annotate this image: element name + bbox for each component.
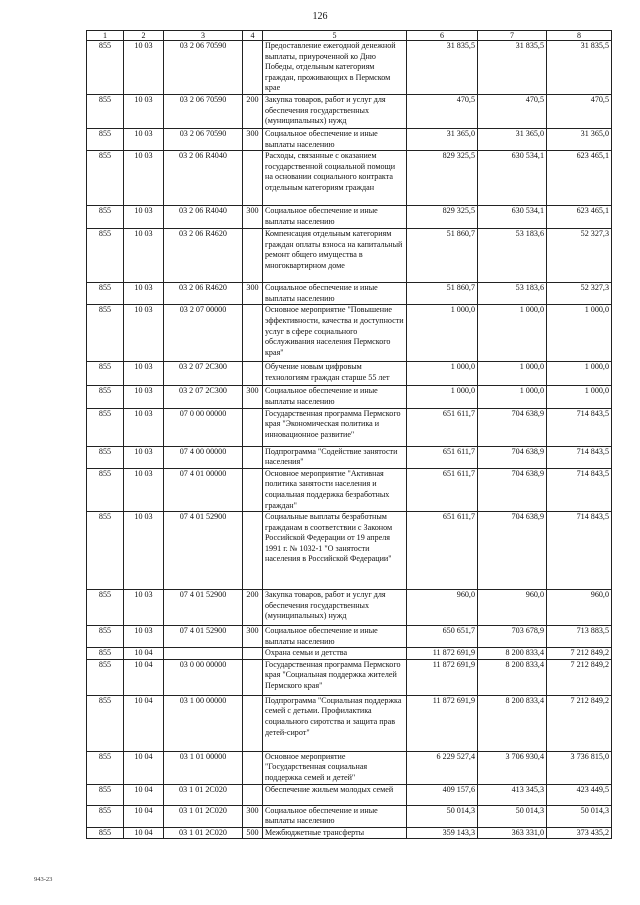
amount-col-6: 51 860,7: [407, 283, 478, 305]
amount-col-6: 651 611,7: [407, 468, 478, 511]
target-article: 03 1 01 00000: [164, 751, 243, 784]
table-row: [87, 362, 612, 386]
item-name: Обеспечение жильем молодых семей: [263, 784, 407, 805]
expense-type: [243, 751, 263, 784]
expense-type: [243, 229, 263, 283]
target-article: 03 2 06 R4620: [164, 283, 243, 305]
amount-col-6: 51 860,7: [407, 229, 478, 283]
subject-code: 855: [87, 805, 124, 827]
expense-type: [243, 468, 263, 511]
subject-code: 855: [87, 41, 124, 95]
amount-col-7: 470,5: [478, 94, 547, 128]
table-row: [87, 305, 612, 362]
table-row: [87, 408, 612, 446]
target-article: 03 1 00 00000: [164, 695, 243, 751]
expense-type: 300: [243, 128, 263, 150]
subject-code: 855: [87, 305, 124, 362]
amount-col-6: 960,0: [407, 590, 478, 626]
target-article: 03 0 00 00000: [164, 659, 243, 695]
table-row: [87, 468, 612, 511]
amount-col-8: 50 014,3: [547, 805, 612, 827]
expense-type: 500: [243, 827, 263, 839]
amount-col-8: 960,0: [547, 590, 612, 626]
subject-code: 855: [87, 626, 124, 648]
table-row: [87, 695, 612, 751]
amount-col-6: 829 325,5: [407, 151, 478, 206]
item-name: Межбюджетные трансферты: [263, 827, 407, 839]
amount-col-6: 11 872 691,9: [407, 659, 478, 695]
amount-col-6: 650 651,7: [407, 626, 478, 648]
column-header-5: 5: [263, 31, 407, 41]
item-name: Основное мероприятие "Активная политика занятости населения и социальная поддержка безработных граждан": [263, 468, 407, 511]
subject-code: 855: [87, 751, 124, 784]
subject-code: 855: [87, 386, 124, 408]
amount-col-7: 50 014,3: [478, 805, 547, 827]
amount-col-8: 714 843,5: [547, 408, 612, 446]
item-name: Социальное обеспечение и иные выплаты населению: [263, 206, 407, 229]
column-header-6: 6: [407, 31, 478, 41]
header-row: [87, 31, 612, 41]
section-code: 10 03: [124, 468, 164, 511]
amount-col-8: 1 000,0: [547, 386, 612, 408]
table-row: [87, 751, 612, 784]
amount-col-8: 52 327,3: [547, 229, 612, 283]
section-code: 10 04: [124, 805, 164, 827]
amount-col-7: 704 638,9: [478, 408, 547, 446]
subject-code: 855: [87, 283, 124, 305]
amount-col-8: 714 843,5: [547, 512, 612, 590]
section-code: 10 04: [124, 751, 164, 784]
section-code: 10 04: [124, 784, 164, 805]
amount-col-8: 373 435,2: [547, 827, 612, 839]
subject-code: 855: [87, 94, 124, 128]
amount-col-7: 630 534,1: [478, 206, 547, 229]
subject-code: 855: [87, 695, 124, 751]
amount-col-8: 623 465,1: [547, 151, 612, 206]
target-article: 03 1 01 2C020: [164, 784, 243, 805]
item-name: Закупка товаров, работ и услуг для обеспечения государственных (муниципальных) нужд: [263, 590, 407, 626]
item-name: Государственная программа Пермского края "Экономическая политика и инновационное развитие": [263, 408, 407, 446]
amount-col-6: 359 143,3: [407, 827, 478, 839]
amount-col-8: 714 843,5: [547, 468, 612, 511]
expense-type: [243, 151, 263, 206]
expense-type: 200: [243, 590, 263, 626]
amount-col-8: 7 212 849,2: [547, 695, 612, 751]
amount-col-6: 6 229 527,4: [407, 751, 478, 784]
amount-col-6: 31 365,0: [407, 128, 478, 150]
item-name: Охрана семьи и детства: [263, 648, 407, 660]
table-row: [87, 784, 612, 805]
amount-col-7: 1 000,0: [478, 362, 547, 386]
amount-col-7: 630 534,1: [478, 151, 547, 206]
subject-code: 855: [87, 590, 124, 626]
subject-code: 855: [87, 827, 124, 839]
item-name: Социальные выплаты безработным гражданам в соответствии с Законом Российской Федерации от 19 апреля 1991 г. № 1032-1 "О занятости населения в Российской Федерации": [263, 512, 407, 590]
amount-col-7: 53 183,6: [478, 229, 547, 283]
amount-col-7: 703 678,9: [478, 626, 547, 648]
expense-type: 300: [243, 626, 263, 648]
target-article: 03 2 07 2C300: [164, 362, 243, 386]
section-code: 10 03: [124, 408, 164, 446]
table-row: [87, 386, 612, 408]
expense-type: 300: [243, 386, 263, 408]
amount-col-8: 713 883,5: [547, 626, 612, 648]
subject-code: 855: [87, 206, 124, 229]
subject-code: 855: [87, 648, 124, 660]
item-name: Закупка товаров, работ и услуг для обеспечения государственных (муниципальных) нужд: [263, 94, 407, 128]
item-name: Обучение новым цифровым технологиям граждан старше 55 лет: [263, 362, 407, 386]
item-name: Социальное обеспечение и иные выплаты населению: [263, 626, 407, 648]
expense-type: 300: [243, 206, 263, 229]
subject-code: 855: [87, 468, 124, 511]
amount-col-7: 704 638,9: [478, 512, 547, 590]
section-code: 10 03: [124, 283, 164, 305]
expense-type: [243, 305, 263, 362]
amount-col-6: 11 872 691,9: [407, 695, 478, 751]
table-body: [87, 41, 612, 839]
target-article: 03 2 06 70590: [164, 128, 243, 150]
column-header-2: 2: [124, 31, 164, 41]
amount-col-8: 3 736 815,0: [547, 751, 612, 784]
table-row: [87, 206, 612, 229]
amount-col-8: 7 212 849,2: [547, 648, 612, 660]
expense-type: [243, 408, 263, 446]
target-article: 07 4 01 00000: [164, 468, 243, 511]
item-name: Основное мероприятие "Повышение эффективности, качества и доступности услуг в сфере социального обслуживания населения Пермского края": [263, 305, 407, 362]
subject-code: 855: [87, 784, 124, 805]
expense-type: [243, 659, 263, 695]
target-article: 07 4 01 52900: [164, 512, 243, 590]
item-name: Подпрограмма "Социальная поддержка семей с детьми. Профилактика социального сиротства и защита прав детей-сирот": [263, 695, 407, 751]
target-article: 03 2 07 2C300: [164, 386, 243, 408]
section-code: 10 03: [124, 362, 164, 386]
table-row: [87, 151, 612, 206]
amount-col-7: 8 200 833,4: [478, 695, 547, 751]
item-name: Социальное обеспечение и иные выплаты населению: [263, 283, 407, 305]
amount-col-6: 409 157,6: [407, 784, 478, 805]
column-header-8: 8: [547, 31, 612, 41]
column-header-4: 4: [243, 31, 263, 41]
section-code: 10 04: [124, 827, 164, 839]
amount-col-6: 829 325,5: [407, 206, 478, 229]
amount-col-8: 470,5: [547, 94, 612, 128]
amount-col-8: 7 212 849,2: [547, 659, 612, 695]
amount-col-6: 1 000,0: [407, 386, 478, 408]
amount-col-6: 651 611,7: [407, 408, 478, 446]
amount-col-8: 52 327,3: [547, 283, 612, 305]
amount-col-6: 651 611,7: [407, 512, 478, 590]
target-article: 07 4 00 00000: [164, 446, 243, 468]
item-name: Компенсация отдельным категориям граждан оплаты взноса на капитальный ремонт общего имущества в многоквартирном доме: [263, 229, 407, 283]
amount-col-7: 8 200 833,4: [478, 659, 547, 695]
table-row: [87, 590, 612, 626]
expense-type: 300: [243, 283, 263, 305]
amount-col-6: 1 000,0: [407, 305, 478, 362]
section-code: 10 04: [124, 659, 164, 695]
item-name: Подпрограмма "Содействие занятости населения": [263, 446, 407, 468]
section-code: 10 03: [124, 446, 164, 468]
table-row: [87, 648, 612, 660]
amount-col-8: 1 000,0: [547, 305, 612, 362]
section-code: 10 04: [124, 648, 164, 660]
amount-col-7: 704 638,9: [478, 446, 547, 468]
expense-type: [243, 695, 263, 751]
budget-table: [86, 30, 612, 839]
subject-code: 855: [87, 446, 124, 468]
section-code: 10 03: [124, 206, 164, 229]
amount-col-6: 11 872 691,9: [407, 648, 478, 660]
subject-code: 855: [87, 362, 124, 386]
amount-col-6: 1 000,0: [407, 362, 478, 386]
subject-code: 855: [87, 128, 124, 150]
table-row: [87, 827, 612, 839]
target-article: 07 4 01 52900: [164, 626, 243, 648]
section-code: 10 03: [124, 512, 164, 590]
target-article: 03 2 06 R4040: [164, 151, 243, 206]
section-code: 10 03: [124, 151, 164, 206]
amount-col-7: 363 331,0: [478, 827, 547, 839]
item-name: Социальное обеспечение и иные выплаты населению: [263, 805, 407, 827]
table-row: [87, 512, 612, 590]
amount-col-6: 470,5: [407, 94, 478, 128]
table-row: [87, 283, 612, 305]
target-article: 03 2 06 R4620: [164, 229, 243, 283]
amount-col-7: 53 183,6: [478, 283, 547, 305]
amount-col-6: 31 835,5: [407, 41, 478, 95]
item-name: Государственная программа Пермского края "Социальная поддержка жителей Пермского края": [263, 659, 407, 695]
target-article: [164, 648, 243, 660]
expense-type: 300: [243, 805, 263, 827]
expense-type: [243, 512, 263, 590]
section-code: 10 03: [124, 41, 164, 95]
amount-col-6: 651 611,7: [407, 446, 478, 468]
target-article: 03 2 06 R4040: [164, 206, 243, 229]
amount-col-8: 1 000,0: [547, 362, 612, 386]
item-name: Основное мероприятие "Государственная социальная поддержка семей и детей": [263, 751, 407, 784]
amount-col-8: 31 835,5: [547, 41, 612, 95]
amount-col-8: 31 365,0: [547, 128, 612, 150]
subject-code: 855: [87, 659, 124, 695]
expense-type: [243, 41, 263, 95]
section-code: 10 03: [124, 229, 164, 283]
table-row: [87, 446, 612, 468]
target-article: 07 4 01 52900: [164, 590, 243, 626]
target-article: 03 1 01 2C020: [164, 827, 243, 839]
amount-col-7: 1 000,0: [478, 386, 547, 408]
column-header-1: 1: [87, 31, 124, 41]
section-code: 10 03: [124, 386, 164, 408]
amount-col-7: 1 000,0: [478, 305, 547, 362]
page-number: 126: [312, 11, 328, 22]
subject-code: 855: [87, 408, 124, 446]
amount-col-7: 3 706 930,4: [478, 751, 547, 784]
expense-type: [243, 784, 263, 805]
amount-col-8: 714 843,5: [547, 446, 612, 468]
column-header-7: 7: [478, 31, 547, 41]
amount-col-7: 8 200 833,4: [478, 648, 547, 660]
column-header-3: 3: [164, 31, 243, 41]
amount-col-7: 413 345,3: [478, 784, 547, 805]
table-header: [87, 31, 612, 41]
target-article: 03 2 07 00000: [164, 305, 243, 362]
section-code: 10 03: [124, 305, 164, 362]
target-article: 03 1 01 2C020: [164, 805, 243, 827]
expense-type: [243, 446, 263, 468]
expense-type: [243, 648, 263, 660]
table-row: [87, 626, 612, 648]
amount-col-7: 31 365,0: [478, 128, 547, 150]
item-name: Социальное обеспечение и иные выплаты населению: [263, 128, 407, 150]
table-row: [87, 659, 612, 695]
subject-code: 855: [87, 229, 124, 283]
amount-col-6: 50 014,3: [407, 805, 478, 827]
amount-col-8: 423 449,5: [547, 784, 612, 805]
document-code: 943-23: [34, 876, 53, 883]
section-code: 10 03: [124, 590, 164, 626]
amount-col-8: 623 465,1: [547, 206, 612, 229]
target-article: 07 0 00 00000: [164, 408, 243, 446]
section-code: 10 03: [124, 128, 164, 150]
table-row: [87, 128, 612, 150]
table-row: [87, 41, 612, 95]
subject-code: 855: [87, 512, 124, 590]
item-name: Предоставление ежегодной денежной выплаты, приуроченной ко Дню Победы, отдельным категориям граждан, проживающих в Пермском крае: [263, 41, 407, 95]
section-code: 10 04: [124, 695, 164, 751]
amount-col-7: 960,0: [478, 590, 547, 626]
item-name: Расходы, связанные с оказанием государственной социальной помощи на основании социального контракта отдельным категориям граждан: [263, 151, 407, 206]
amount-col-7: 31 835,5: [478, 41, 547, 95]
expense-type: 200: [243, 94, 263, 128]
table-row: [87, 805, 612, 827]
target-article: 03 2 06 70590: [164, 94, 243, 128]
subject-code: 855: [87, 151, 124, 206]
table-row: [87, 229, 612, 283]
expense-type: [243, 362, 263, 386]
amount-col-7: 704 638,9: [478, 468, 547, 511]
table-row: [87, 94, 612, 128]
section-code: 10 03: [124, 626, 164, 648]
target-article: 03 2 06 70590: [164, 41, 243, 95]
section-code: 10 03: [124, 94, 164, 128]
item-name: Социальное обеспечение и иные выплаты населению: [263, 386, 407, 408]
